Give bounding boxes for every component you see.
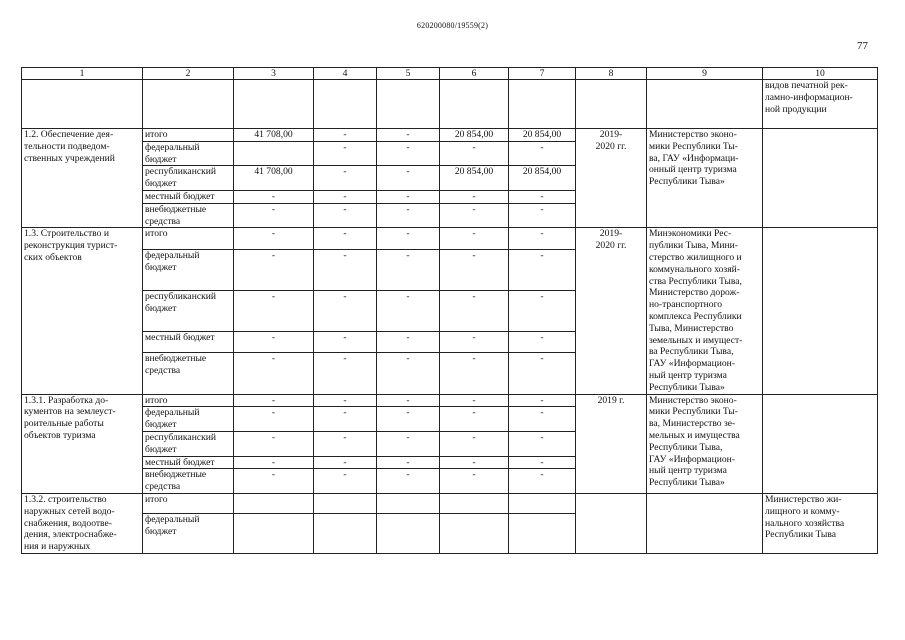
- table-cell: [647, 80, 763, 129]
- amount-cell: -: [440, 249, 509, 290]
- page-number: 77: [857, 40, 868, 52]
- table-row: [22, 493, 878, 514]
- amount-cell: -: [509, 407, 576, 432]
- table-cell: [377, 80, 440, 129]
- table-cell: [576, 80, 647, 129]
- amount-cell: [440, 493, 509, 514]
- column-header: 4: [314, 68, 377, 80]
- amount-cell: -: [377, 353, 440, 394]
- result-cell: [763, 394, 878, 493]
- funding-source-cell: внебюджетные средства: [143, 353, 234, 394]
- amount-cell: -: [234, 456, 314, 469]
- amount-cell: -: [314, 129, 377, 142]
- amount-cell: -: [509, 394, 576, 407]
- funding-source-cell: итого: [143, 129, 234, 142]
- amount-cell: -: [509, 431, 576, 456]
- amount-cell: -: [314, 353, 377, 394]
- amount-cell: -: [377, 190, 440, 203]
- amount-cell: -: [314, 331, 377, 352]
- amount-cell: [440, 514, 509, 553]
- amount-cell: -: [377, 431, 440, 456]
- amount-cell: 20 854,00: [509, 129, 576, 142]
- column-header: 2: [143, 68, 234, 80]
- header-row: [22, 68, 878, 80]
- table-cell: [143, 80, 234, 129]
- amount-cell: 20 854,00: [440, 166, 509, 191]
- funding-source-cell: республиканский бюджет: [143, 431, 234, 456]
- amount-cell: [314, 493, 377, 514]
- amount-cell: -: [440, 407, 509, 432]
- executor-cell: Министерство эконо- мики Республики Ты- ва, ГАУ «Информаци- онный центр туризма Республики Тыва»: [647, 129, 763, 228]
- amount-cell: [509, 493, 576, 514]
- amount-cell: -: [377, 129, 440, 142]
- amount-cell: [234, 141, 314, 166]
- amount-cell: -: [377, 166, 440, 191]
- amount-cell: -: [314, 431, 377, 456]
- amount-cell: -: [440, 331, 509, 352]
- table-cell: [234, 80, 314, 129]
- amount-cell: -: [440, 290, 509, 331]
- funding-source-cell: республиканский бюджет: [143, 166, 234, 191]
- event-name-cell: 1.3.2. строительство наружных сетей водо- снабжения, водоотве- дения, электроснабже- ния и наружных: [22, 493, 143, 553]
- table-row: [22, 394, 878, 407]
- event-name-cell: 1.2. Обеспечение дея- тельности подведом- ственных учреждений: [22, 129, 143, 228]
- amount-cell: -: [314, 249, 377, 290]
- amount-cell: -: [377, 456, 440, 469]
- funding-source-cell: внебюджетные средства: [143, 469, 234, 494]
- amount-cell: -: [377, 469, 440, 494]
- amount-cell: -: [314, 290, 377, 331]
- amount-cell: -: [377, 407, 440, 432]
- continuation-row: [22, 80, 878, 129]
- table-cell: [440, 80, 509, 129]
- funding-source-cell: республиканский бюджет: [143, 290, 234, 331]
- amount-cell: -: [234, 469, 314, 494]
- funding-source-cell: итого: [143, 493, 234, 514]
- result-cell: [763, 129, 878, 228]
- period-cell: 2019- 2020 гг.: [576, 129, 647, 228]
- amount-cell: -: [314, 469, 377, 494]
- executor-cell: Министерство эконо- мики Республики Ты- ва, Министерство зе- мельных и имущества Республики Тыва, ГАУ «Информацион- ный центр туризма Республики Тыва»: [647, 394, 763, 493]
- period-cell: 2019 г.: [576, 394, 647, 493]
- amount-cell: -: [377, 141, 440, 166]
- amount-cell: -: [377, 394, 440, 407]
- amount-cell: -: [314, 394, 377, 407]
- amount-cell: -: [509, 228, 576, 249]
- amount-cell: 41 708,00: [234, 166, 314, 191]
- amount-cell: -: [314, 407, 377, 432]
- event-name-cell: 1.3. Строительство и реконструкция турист- ских объектов: [22, 228, 143, 394]
- funding-source-cell: итого: [143, 228, 234, 249]
- event-name-cell: 1.3.1. Разработка до- кументов на землеуст- роительные работы объектов туризма: [22, 394, 143, 493]
- funding-source-cell: федеральный бюджет: [143, 514, 234, 553]
- funding-source-cell: федеральный бюджет: [143, 141, 234, 166]
- amount-cell: -: [234, 203, 314, 228]
- amount-cell: [234, 493, 314, 514]
- funding-source-cell: местный бюджет: [143, 190, 234, 203]
- amount-cell: -: [377, 331, 440, 352]
- amount-cell: -: [440, 353, 509, 394]
- amount-cell: -: [377, 290, 440, 331]
- table-cell: [314, 80, 377, 129]
- amount-cell: -: [377, 249, 440, 290]
- funding-source-cell: федеральный бюджет: [143, 249, 234, 290]
- column-header: 10: [763, 68, 878, 80]
- amount-cell: [234, 514, 314, 553]
- column-header: 3: [234, 68, 314, 80]
- amount-cell: -: [234, 353, 314, 394]
- amount-cell: -: [314, 166, 377, 191]
- amount-cell: -: [234, 394, 314, 407]
- funding-source-cell: федеральный бюджет: [143, 407, 234, 432]
- amount-cell: -: [440, 141, 509, 166]
- amount-cell: -: [509, 249, 576, 290]
- amount-cell: -: [234, 228, 314, 249]
- amount-cell: -: [314, 203, 377, 228]
- amount-cell: -: [314, 190, 377, 203]
- amount-cell: -: [509, 331, 576, 352]
- funding-source-cell: местный бюджет: [143, 331, 234, 352]
- amount-cell: [509, 514, 576, 553]
- amount-cell: -: [234, 331, 314, 352]
- amount-cell: 20 854,00: [509, 166, 576, 191]
- amount-cell: -: [440, 190, 509, 203]
- amount-cell: -: [314, 456, 377, 469]
- amount-cell: -: [440, 469, 509, 494]
- amount-cell: -: [234, 290, 314, 331]
- amount-cell: -: [377, 228, 440, 249]
- amount-cell: -: [440, 456, 509, 469]
- table-row: [22, 129, 878, 142]
- column-header: 5: [377, 68, 440, 80]
- funding-source-cell: местный бюджет: [143, 456, 234, 469]
- amount-cell: -: [440, 431, 509, 456]
- result-cell: Министерство жи- лищного и комму- нального хозяйства Республики Тыва: [763, 493, 878, 553]
- column-header: 9: [647, 68, 763, 80]
- amount-cell: [377, 493, 440, 514]
- table-row: [22, 228, 878, 249]
- table-cell: [509, 80, 576, 129]
- amount-cell: -: [234, 249, 314, 290]
- amount-cell: -: [377, 203, 440, 228]
- funding-source-cell: внебюджетные средства: [143, 203, 234, 228]
- column-header: 8: [576, 68, 647, 80]
- funding-source-cell: итого: [143, 394, 234, 407]
- period-cell: 2019- 2020 гг.: [576, 228, 647, 394]
- amount-cell: -: [440, 203, 509, 228]
- amount-cell: -: [509, 469, 576, 494]
- amount-cell: 41 708,00: [234, 129, 314, 142]
- amount-cell: -: [509, 353, 576, 394]
- amount-cell: -: [314, 141, 377, 166]
- amount-cell: -: [509, 456, 576, 469]
- amount-cell: -: [314, 228, 377, 249]
- amount-cell: -: [234, 407, 314, 432]
- executor-cell: Минэкономики Рес- публики Тыва, Мини- стерство жилищного и коммунального хозяй- ства Республики Тыва, Министерство дорож- но-транспортного комплекса Республики Тыва, Министерство земельных и имущест- ва Республики Тыва, ГАУ «Информацион- ный центр туризма Республики Тыва»: [647, 228, 763, 394]
- column-header: 6: [440, 68, 509, 80]
- column-header: 1: [22, 68, 143, 80]
- amount-cell: [314, 514, 377, 553]
- amount-cell: -: [440, 394, 509, 407]
- continuation-note: видов печатной рек- ламно-информацион- ной продукции: [763, 80, 878, 129]
- amount-cell: -: [509, 290, 576, 331]
- program-table: [21, 67, 878, 554]
- column-header: 7: [509, 68, 576, 80]
- amount-cell: -: [509, 190, 576, 203]
- amount-cell: [377, 514, 440, 553]
- amount-cell: -: [509, 141, 576, 166]
- period-cell: [576, 493, 647, 553]
- result-cell: [763, 228, 878, 394]
- document-id: 620200080/19559(2): [416, 21, 489, 30]
- table-cell: [22, 80, 143, 129]
- executor-cell: [647, 493, 763, 553]
- amount-cell: -: [234, 431, 314, 456]
- amount-cell: -: [509, 203, 576, 228]
- amount-cell: -: [440, 228, 509, 249]
- amount-cell: -: [234, 190, 314, 203]
- amount-cell: 20 854,00: [440, 129, 509, 142]
